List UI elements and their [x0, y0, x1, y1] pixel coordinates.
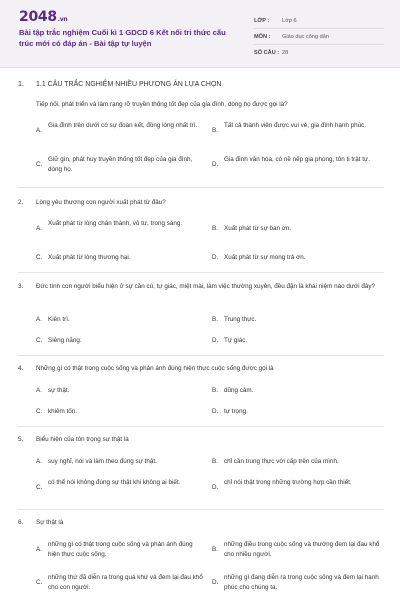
- option-a[interactable]: [36, 219, 206, 234]
- section-number: 1.: [18, 81, 24, 88]
- option-text: chỉ cần trung thực với cấp trên của mình.: [224, 458, 339, 465]
- option-text: có thể nói không đúng sự thật khi không ai biết.: [48, 479, 181, 486]
- option-c[interactable]: [36, 253, 206, 263]
- option-b[interactable]: [212, 224, 382, 234]
- option-letter: D.: [212, 579, 219, 586]
- section-title: [18, 81, 221, 88]
- option-b[interactable]: [212, 457, 382, 467]
- question-text: Lòng yêu thương con người xuất phát từ đâu?: [36, 199, 166, 206]
- logo-suffix: .vn: [57, 16, 68, 23]
- option-letter: A.: [36, 546, 42, 553]
- divider: [18, 355, 384, 356]
- meta-key: LỚP :: [254, 17, 270, 24]
- option-letter: D.: [212, 161, 219, 168]
- meta-key: MÔN :: [254, 33, 271, 40]
- option-text: khiêm tốn.: [48, 408, 78, 415]
- option-a[interactable]: [36, 386, 206, 396]
- option-text: Xuất phát từ lòng thương hại.: [48, 254, 131, 261]
- option-text: Kiên trì.: [48, 316, 70, 323]
- option-letter: B.: [212, 316, 218, 323]
- option-a[interactable]: [36, 315, 206, 325]
- question-number: 5.: [18, 436, 24, 443]
- divider: [18, 187, 384, 188]
- option-b[interactable]: [212, 315, 382, 325]
- option-text: Siêng năng.: [48, 337, 82, 344]
- option-a[interactable]: [36, 457, 206, 467]
- option-text: Giữ gìn, phát huy truyền thống tốt đẹp của gia đình, dòng họ.: [48, 156, 193, 173]
- meta-key: SỐ CÂU :: [254, 50, 280, 56]
- option-text: những gì có thật trong cuộc sống và phản ánh đúng hiện thực cuộc sống.: [48, 541, 193, 558]
- option-c[interactable]: [36, 573, 206, 592]
- option-letter: B.: [212, 458, 218, 465]
- question-number: 6.: [18, 519, 24, 526]
- option-letter: D.: [212, 408, 219, 415]
- option-letter: A.: [36, 225, 42, 232]
- option-letter: C.: [36, 408, 43, 415]
- divider: [18, 272, 384, 273]
- section-title-text: 1.1 CÂU TRẮC NGHIỆM NHIỀU PHƯƠNG ÁN LỰA CHỌN: [36, 81, 222, 88]
- option-letter: A.: [36, 316, 42, 323]
- option-text: những thứ đã diễn ra trong quá khứ và đem lại đau khổ cho con người.: [48, 574, 203, 591]
- option-c[interactable]: [36, 407, 206, 417]
- meta-row-count: [254, 45, 384, 61]
- question-text: Những gì có thật trong cuộc sống và phản ánh đúng hiện thực cuộc sống được gọi là: [36, 365, 274, 372]
- option-c[interactable]: [36, 155, 206, 174]
- option-d[interactable]: [212, 336, 382, 346]
- option-letter: C.: [36, 579, 43, 586]
- option-letter: C.: [36, 337, 43, 344]
- option-text: Gia đình văn hóa, có nề nếp gia phong, tôn ti trật tự.: [224, 156, 370, 163]
- option-letter: C.: [36, 161, 43, 168]
- option-letter: D.: [212, 337, 219, 344]
- option-text: sự thật.: [48, 387, 70, 394]
- question-number: 3.: [18, 283, 24, 290]
- option-text: Tất cả thành viên được vui vẻ, gia đình hạnh phúc.: [224, 122, 367, 129]
- option-text: những điều trong cuộc sống và thường đem lại đau khổ cho nhiều người.: [224, 541, 380, 558]
- option-letter: D.: [212, 254, 219, 261]
- question-text: Sự thật là: [36, 519, 64, 526]
- logo-text: 2048: [19, 9, 57, 25]
- option-text: Tự giác.: [224, 337, 248, 344]
- option-b[interactable]: [212, 121, 382, 136]
- option-letter: C.: [36, 484, 43, 491]
- option-c[interactable]: [36, 336, 206, 346]
- option-a[interactable]: [36, 121, 206, 136]
- question-4: [18, 364, 384, 373]
- option-letter: A.: [36, 127, 42, 134]
- divider: [18, 426, 384, 427]
- option-text: chỉ nói thật trong những trường hợp cần thiết.: [224, 479, 352, 486]
- option-text: Xuất phát từ lòng chân thành, vô tư, trong sáng.: [48, 220, 183, 227]
- option-d[interactable]: [212, 407, 382, 417]
- meta-value: Giáo dục công dân: [282, 33, 329, 40]
- option-text: suy nghĩ, nói và làm theo đúng sự thật.: [48, 458, 157, 465]
- option-text: tự trọng.: [224, 408, 248, 415]
- question-1: [18, 100, 384, 109]
- meta-row-subject: [254, 29, 384, 45]
- option-d[interactable]: [212, 253, 382, 263]
- divider: [18, 509, 384, 510]
- option-letter: B.: [212, 127, 218, 134]
- question-text: Biểu hiện của tôn trọng sự thật là: [36, 436, 129, 443]
- site-logo[interactable]: [19, 9, 67, 25]
- meta-table: [254, 13, 384, 61]
- option-d[interactable]: [212, 155, 382, 170]
- question-number: 4.: [18, 365, 24, 372]
- option-d[interactable]: [212, 573, 382, 592]
- question-text: Đức tính con người biểu hiện ở sự cần cù, tự giác, miệt mài, làm việc thường xuyên, đều đặn là khái niệm nào dưới đây?: [36, 283, 375, 290]
- option-letter: B.: [212, 546, 218, 553]
- option-letter: A.: [36, 458, 42, 465]
- option-letter: D.: [212, 484, 219, 491]
- option-letter: B.: [212, 387, 218, 394]
- option-text: Xuất phát từ sự ban ơn.: [224, 225, 292, 232]
- option-c[interactable]: [36, 478, 206, 493]
- question-3: [18, 282, 384, 291]
- option-letter: C.: [36, 254, 43, 261]
- option-text: Gia đình trên dưới có sự đoàn kết, đồng lòng nhất trí.: [48, 122, 198, 129]
- option-text: dũng cảm.: [224, 387, 254, 394]
- question-number: [18, 100, 36, 109]
- question-5: [18, 435, 384, 444]
- option-text: những gì đang diễn ra trong cuộc sống và đem lại hạnh phúc cho chúng ta.: [224, 574, 379, 591]
- option-b[interactable]: [212, 386, 382, 396]
- option-letter: A.: [36, 387, 42, 394]
- meta-row-grade: [254, 13, 384, 29]
- option-b[interactable]: [212, 540, 382, 559]
- option-text: Xuất phát từ sự mong trả ơn.: [224, 254, 306, 261]
- question-number: 2.: [18, 199, 24, 206]
- question-2: [18, 198, 384, 207]
- option-d[interactable]: [212, 478, 382, 493]
- question-6: [18, 518, 384, 527]
- option-letter: B.: [212, 225, 218, 232]
- meta-value: 28: [282, 50, 289, 56]
- document-header: [0, 0, 400, 68]
- option-text: Trung thực.: [224, 316, 257, 323]
- question-text: Tiếp nối, phát triển và làm rạng rỡ truyền thống tốt đẹp của gia đình, dòng họ được gọi là?: [36, 101, 288, 108]
- document-title: Bài tập trắc nghiệm Cuối kì 1 GDCD 6 Kết nối tri thức cấu trúc mới có đáp án - Bài tập tự luyện: [19, 28, 226, 48]
- option-a[interactable]: [36, 540, 206, 559]
- meta-value: Lớp 6: [282, 17, 297, 24]
